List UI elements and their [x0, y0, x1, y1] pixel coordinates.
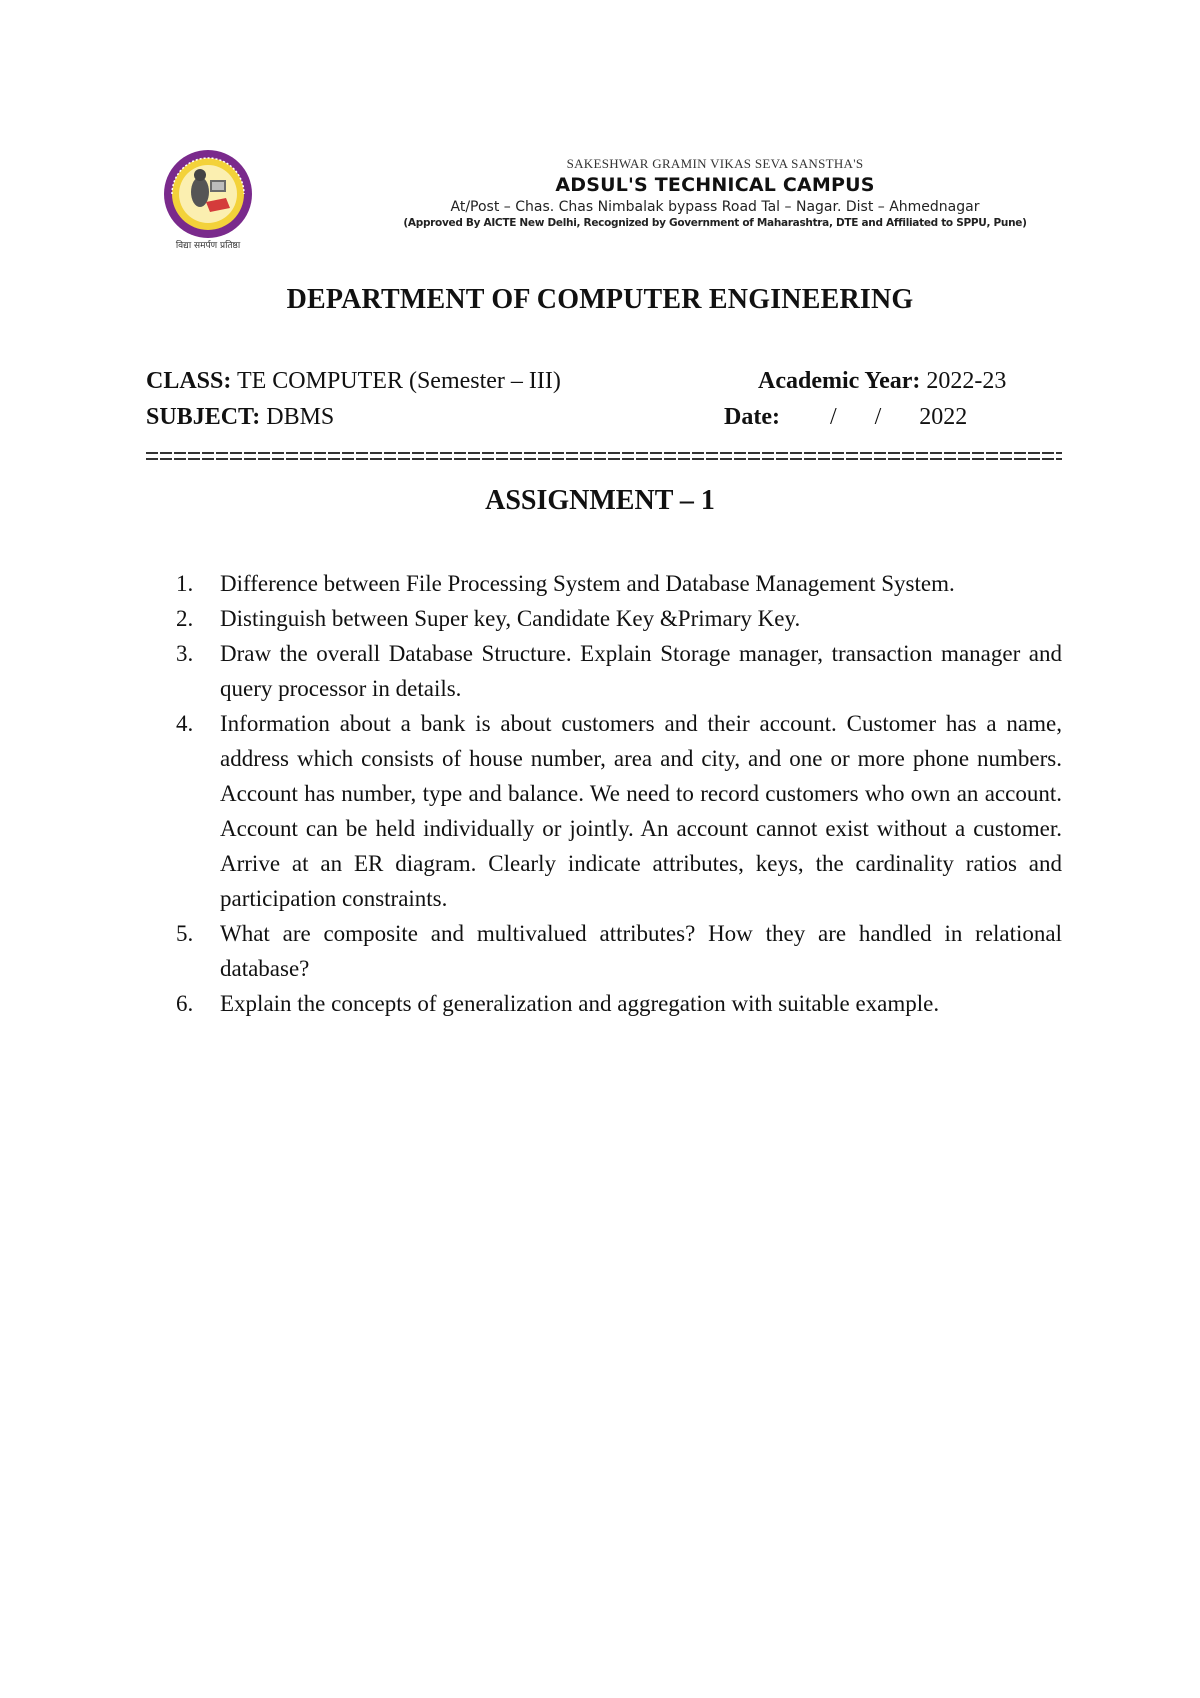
subject-line [146, 402, 334, 432]
question-number: 3. [176, 641, 194, 666]
letterhead [390, 156, 1040, 231]
question-number: 5. [176, 921, 194, 946]
date-label: Date: [724, 404, 780, 430]
subject-label: SUBJECT: [146, 404, 261, 430]
question-item [176, 916, 1062, 986]
college-logo-seal [160, 148, 260, 252]
question-text: Information about a bank is about customers and their account. Customer has a name, address which consists of house number, area and city, and one or more phone numbers. Account has number, type and balance. We need to record customers who own an account. Account can be held individually or jointly. An account cannot exist without a customer. Arrive at an ER diagram. Clearly indicate attributes, keys, the cardinality ratios and participation constraints. [220, 711, 1062, 911]
svg-text:विद्या समर्पण प्रतिष्ठा: विद्या समर्पण प्रतिष्ठा [175, 241, 241, 251]
question-text: Difference between File Processing System and Database Management System. [220, 571, 955, 596]
question-text: What are composite and multivalued attributes? How they are handled in relational database? [220, 921, 1062, 981]
question-item [176, 636, 1062, 706]
subject-value: DBMS [266, 404, 335, 430]
question-text: Explain the concepts of generalization and aggregation with suitable example. [220, 991, 940, 1016]
question-list [176, 566, 1062, 1021]
question-number: 6. [176, 991, 194, 1016]
question-item [176, 566, 1062, 601]
question-text: Distinguish between Super key, Candidate Key &Primary Key. [220, 606, 801, 631]
campus-address: At/Post – Chas. Chas Nimbalak bypass Road Tal – Nagar. Dist – Ahmednagar [450, 199, 980, 215]
question-item [176, 986, 1062, 1021]
academic-year-value: 2022-23 [926, 368, 1007, 394]
assignment-title: ASSIGNMENT – 1 [485, 485, 715, 516]
department-heading: DEPARTMENT OF COMPUTER ENGINEERING [286, 284, 914, 315]
question-number: 2. [176, 606, 194, 631]
question-number: 4. [176, 711, 194, 736]
question-text: Draw the overall Database Structure. Explain Storage manager, transaction manager and query processor in details. [220, 641, 1062, 701]
question-item [176, 601, 1062, 636]
class-line [146, 366, 561, 396]
question-number: 1. [176, 571, 194, 596]
society-name: SAKESHWAR GRAMIN VIKAS SEVA SANSTHA'S [566, 156, 864, 171]
academic-year-label: Academic Year: [758, 368, 921, 394]
academic-year-line [758, 366, 1006, 396]
class-label: CLASS: [146, 368, 232, 394]
double-divider [146, 452, 1062, 466]
date-value: / / 2022 [829, 404, 968, 430]
class-value: TE COMPUTER (Semester – III) [236, 368, 561, 394]
question-item [176, 706, 1062, 916]
date-line [724, 402, 967, 432]
campus-name: ADSUL'S TECHNICAL CAMPUS [555, 174, 875, 196]
approval-note: (Approved By AICTE New Delhi, Recognized by Government of Maharashtra, DTE and Affiliated to SPPU, Pune) [403, 217, 1027, 229]
